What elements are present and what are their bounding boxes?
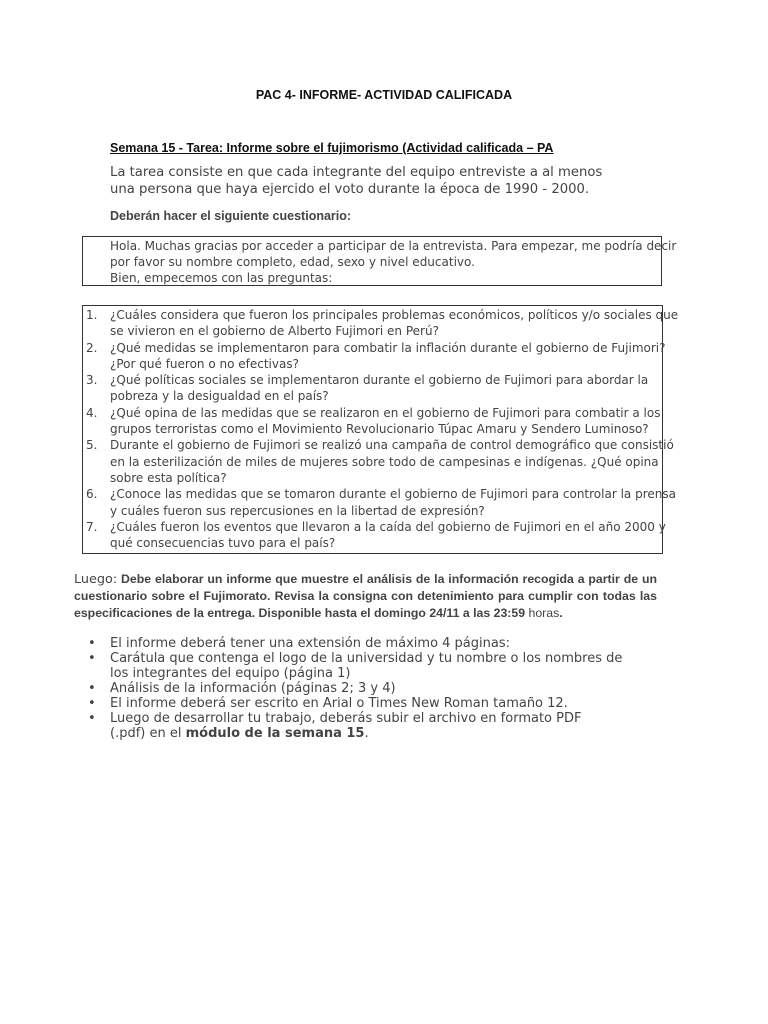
requirement-text: Luego de desarrollar tu trabajo, deberás subir el archivo en formato PDF (110, 711, 582, 726)
bullet-dot: • (88, 636, 96, 651)
question-number: 6. (86, 487, 98, 502)
question-text: ¿Qué medidas se implementaron para combatir la inflación durante el gobierno de Fujimori? (110, 340, 666, 355)
bullet-dot: • (88, 681, 96, 696)
requirements-list (88, 636, 688, 741)
requirement-item (88, 681, 688, 696)
luego-line-3 (74, 605, 657, 622)
task-subtitle: Semana 15 - Tarea: Informe sobre el fujimorismo (Actividad calificada – PA (110, 141, 554, 155)
document-title: PAC 4- INFORME- ACTIVIDAD CALIFICADA (255, 88, 513, 102)
question-item (83, 372, 656, 405)
question-text: ¿Cuáles considera que fueron los principales problemas económicos, políticos y/o sociales que (110, 308, 679, 322)
luego-period: . (559, 606, 563, 620)
requirement-item (88, 711, 688, 741)
luego-deadline: especificaciones de la entrega. Disponible hasta el domingo 24/11 a las 23:59 (74, 606, 526, 620)
question-text: sobre esta política? (110, 470, 227, 485)
intro-line: La tarea consiste en que cada integrante del equipo entreviste a al menos (110, 165, 603, 180)
luego-hours: horas (525, 606, 560, 620)
requirement-item (88, 651, 688, 681)
question-number: 3. (86, 373, 98, 388)
question-number: 5. (86, 438, 98, 453)
question-text: ¿Por qué fueron o no efectivas? (110, 356, 299, 371)
question-item (83, 307, 679, 340)
requirement-item (88, 696, 688, 711)
question-text: ¿Qué políticas sociales se implementaron durante el gobierno de Fujimori para abordar la (110, 373, 649, 388)
requirement-text: El informe deberá ser escrito en Arial o Times New Roman tamaño 12. (110, 696, 568, 711)
luego-line-2: cuestionario sobre el Fujimorato. Revisa la consigna con detenimiento para cumplir con todas las (74, 589, 657, 603)
question-item (83, 437, 674, 486)
question-text: ¿Cuáles fueron los eventos que llevaron a la caída del gobierno de Fujimori en el año 2000 y (110, 519, 666, 534)
pdf-prefix: (.pdf) en el (110, 726, 186, 741)
questionnaire-instruction: Deberán hacer el siguiente cuestionario: (110, 209, 352, 223)
requirement-text: los integrantes del equipo (página 1) (110, 666, 351, 681)
greeting-box (82, 236, 677, 286)
luego-text: Debe elaborar un informe que muestre el análisis de la información recogida a partir de un (121, 572, 657, 586)
question-text: y cuáles fueron sus repercusiones en la libertad de expresión? (110, 503, 485, 518)
question-text: ¿Qué opina de las medidas que se realizaron en el gobierno de Fujimori para combatir a los (110, 405, 661, 420)
question-text: en la esterilización de miles de mujeres sobre todo de campesinas e indígenas. ¿Qué opina (110, 454, 659, 469)
greeting-line: Hola. Muchas gracias por acceder a participar de la entrevista. Para empezar, me podría decir (110, 239, 677, 253)
question-number: 4. (86, 405, 98, 420)
question-text: grupos terroristas como el Movimiento Revolucionario Túpac Amaru y Sendero Luminoso? (110, 422, 649, 437)
bullet-dot: • (88, 711, 96, 726)
luego-paragraph (74, 571, 657, 622)
question-item (83, 340, 666, 373)
greeting-line: por favor su nombre completo, edad, sexo y nivel educativo. (110, 255, 475, 269)
final-period: . (364, 726, 369, 741)
luego-label: Luego: (74, 572, 118, 587)
requirement-text: Análisis de la información (páginas 2; 3 y 4) (110, 681, 396, 696)
question-text: pobreza y la desigualdad en el país? (110, 389, 329, 404)
bullet-dot: • (88, 651, 96, 666)
question-text: ¿Conoce las medidas que se tomaron durante el gobierno de Fujimori para controlar la prensa (110, 487, 676, 502)
question-number: 2. (86, 340, 98, 355)
question-number: 7. (86, 519, 98, 534)
question-text: Durante el gobierno de Fujimori se realizó una campaña de control demográfico que consistió (110, 438, 674, 453)
requirement-text: Carátula que contenga el logo de la universidad y tu nombre o los nombres de (110, 651, 623, 666)
requirement-item (88, 636, 688, 651)
questions-box (82, 305, 679, 554)
question-item (83, 486, 676, 519)
requirement-text-end (110, 726, 688, 741)
requirement-text: El informe deberá tener una extensión de máximo 4 páginas: (110, 636, 510, 651)
luego-line-1 (74, 571, 657, 588)
task-intro (110, 164, 650, 198)
question-text: qué consecuencias tuvo para el país? (110, 536, 336, 551)
question-item (83, 519, 666, 552)
question-item (83, 405, 661, 438)
module-name: módulo de la semana 15 (185, 726, 365, 741)
bullet-dot: • (88, 696, 96, 711)
intro-line: una persona que haya ejercido el voto durante la época de 1990 - 2000. (110, 182, 590, 197)
greeting-line: Bien, empecemos con las preguntas: (110, 271, 333, 285)
question-text: se vivieron en el gobierno de Alberto Fujimori en Perú? (110, 324, 439, 339)
question-number: 1. (86, 308, 98, 322)
